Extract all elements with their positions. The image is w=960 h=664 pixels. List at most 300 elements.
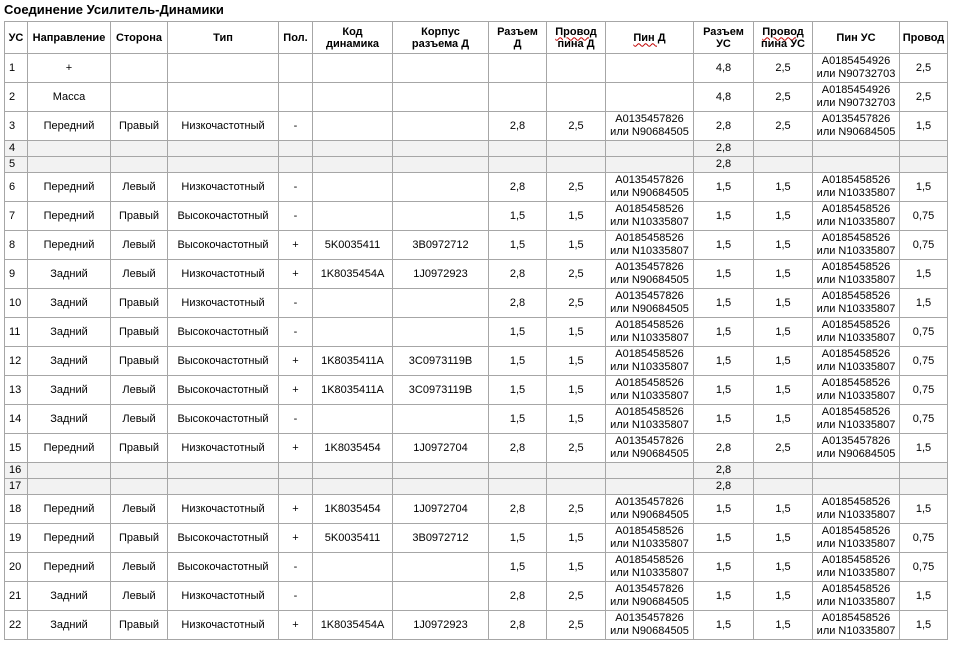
column-header-code: Код динамика [313, 22, 393, 54]
cell-pol: - [279, 582, 313, 611]
cell-dir: + [28, 54, 111, 83]
cell-conn-d [489, 479, 547, 495]
table-row [5, 495, 948, 524]
pin-number: A0135457826 [615, 496, 684, 508]
pin-alt-number: или N10335807 [816, 538, 896, 550]
connection-table [4, 21, 948, 640]
cell-conn-d: 1,5 [489, 318, 547, 347]
cell-dir [28, 141, 111, 157]
pin-alt-number: или N10335807 [816, 303, 896, 315]
cell-conn-us: 4,8 [694, 54, 754, 83]
cell-side [111, 83, 168, 112]
cell-type [168, 463, 279, 479]
cell-wire: 0,75 [900, 553, 948, 582]
cell-conn-us: 1,5 [694, 347, 754, 376]
cell-conn-us: 1,5 [694, 405, 754, 434]
cell-dir: Задний [28, 318, 111, 347]
pin-alt-number: или N90684505 [610, 187, 689, 199]
cell-side: Правый [111, 112, 168, 141]
cell-housing [393, 289, 489, 318]
cell-wire: 1,5 [900, 434, 948, 463]
pin-alt-number: или N10335807 [816, 625, 896, 637]
cell-wire: 0,75 [900, 347, 948, 376]
cell-conn-d [489, 141, 547, 157]
pin-number: A0135457826 [615, 290, 684, 302]
pin-number: A0135457826 [615, 583, 684, 595]
cell-conn-d: 1,5 [489, 405, 547, 434]
cell-wire-us: 2,5 [754, 434, 813, 463]
cell-pin-us [813, 157, 900, 173]
cell-conn-us: 2,8 [694, 141, 754, 157]
cell-us: 1 [5, 54, 28, 83]
pin-number: A0135457826 [615, 612, 684, 624]
cell-wire: 1,5 [900, 173, 948, 202]
table-row [5, 376, 948, 405]
cell-side: Правый [111, 202, 168, 231]
column-header-us: УС [5, 22, 28, 54]
cell-dir: Передний [28, 524, 111, 553]
cell-pol [279, 141, 313, 157]
cell-us: 9 [5, 260, 28, 289]
cell-wire: 0,75 [900, 231, 948, 260]
cell-pin-us [813, 289, 900, 318]
cell-pol: - [279, 553, 313, 582]
cell-housing [393, 112, 489, 141]
cell-pol [279, 157, 313, 173]
cell-wire-us: 1,5 [754, 553, 813, 582]
cell-wire-us: 1,5 [754, 318, 813, 347]
cell-conn-us: 1,5 [694, 260, 754, 289]
cell-conn-us: 1,5 [694, 318, 754, 347]
cell-wire-d: 2,5 [547, 434, 606, 463]
table-row [5, 112, 948, 141]
cell-us: 14 [5, 405, 28, 434]
column-header-type: Тип [168, 22, 279, 54]
cell-wire [900, 157, 948, 173]
cell-pin-d [606, 347, 694, 376]
cell-housing [393, 157, 489, 173]
table-row [5, 347, 948, 376]
cell-conn-d [489, 83, 547, 112]
cell-housing: 1J0972704 [393, 495, 489, 524]
cell-dir [28, 157, 111, 173]
cell-pin-d [606, 141, 694, 157]
cell-housing: 3B0972712 [393, 231, 489, 260]
cell-wire-us [754, 157, 813, 173]
cell-type: Высокочастотный [168, 405, 279, 434]
cell-wire-us: 1,5 [754, 524, 813, 553]
cell-wire-us: 1,5 [754, 582, 813, 611]
cell-wire-us [754, 479, 813, 495]
cell-pin-us [813, 611, 900, 640]
pin-alt-number: или N90684505 [610, 596, 689, 608]
cell-conn-d: 2,8 [489, 611, 547, 640]
pin-number: A0185458526 [821, 612, 891, 624]
cell-wire: 0,75 [900, 405, 948, 434]
cell-us: 12 [5, 347, 28, 376]
cell-housing [393, 582, 489, 611]
cell-conn-us: 4,8 [694, 83, 754, 112]
cell-pin-us [813, 260, 900, 289]
cell-wire-d: 2,5 [547, 611, 606, 640]
table-row [5, 318, 948, 347]
column-header-conn-us: Разъем УС [694, 22, 754, 54]
cell-pin-d [606, 318, 694, 347]
cell-code [313, 582, 393, 611]
cell-type: Низкочастотный [168, 260, 279, 289]
cell-pin-d [606, 553, 694, 582]
cell-code [313, 173, 393, 202]
cell-conn-d [489, 54, 547, 83]
cell-side: Правый [111, 524, 168, 553]
cell-wire-us: 2,5 [754, 83, 813, 112]
cell-pin-us [813, 83, 900, 112]
cell-side [111, 463, 168, 479]
cell-wire: 1,5 [900, 495, 948, 524]
cell-code [313, 112, 393, 141]
cell-code: 5K0035411 [313, 231, 393, 260]
cell-wire-d: 1,5 [547, 524, 606, 553]
column-header-housing: Корпус разъема Д [393, 22, 489, 54]
pin-alt-number: или N10335807 [610, 419, 689, 431]
pin-alt-number: или N10335807 [610, 361, 689, 373]
cell-conn-us: 1,5 [694, 524, 754, 553]
cell-pin-us [813, 553, 900, 582]
cell-wire-us: 1,5 [754, 376, 813, 405]
cell-pin-us [813, 376, 900, 405]
cell-pin-d [606, 524, 694, 553]
cell-wire: 2,5 [900, 54, 948, 83]
cell-code [313, 83, 393, 112]
column-header-wire-us: Провод пина УС [754, 22, 813, 54]
cell-wire-us: 2,5 [754, 54, 813, 83]
cell-wire: 0,75 [900, 524, 948, 553]
cell-us: 8 [5, 231, 28, 260]
cell-side: Левый [111, 231, 168, 260]
cell-us: 3 [5, 112, 28, 141]
pin-alt-number: или N90684505 [816, 448, 896, 460]
pin-alt-number: или N10335807 [816, 332, 896, 344]
pin-number: A0185458526 [821, 319, 891, 331]
cell-pin-d [606, 582, 694, 611]
cell-pol: + [279, 376, 313, 405]
table-row [5, 141, 948, 157]
cell-dir: Масса [28, 83, 111, 112]
cell-side: Левый [111, 405, 168, 434]
cell-wire [900, 463, 948, 479]
cell-wire-us [754, 141, 813, 157]
cell-dir: Задний [28, 289, 111, 318]
table-row [5, 231, 948, 260]
cell-type: Низкочастотный [168, 112, 279, 141]
cell-wire-d: 2,5 [547, 260, 606, 289]
cell-pin-us [813, 463, 900, 479]
cell-type: Высокочастотный [168, 376, 279, 405]
table-row [5, 463, 948, 479]
cell-conn-us: 1,5 [694, 582, 754, 611]
cell-wire: 1,5 [900, 112, 948, 141]
cell-pin-d [606, 83, 694, 112]
pin-number: A0185454926 [821, 55, 891, 67]
cell-housing [393, 202, 489, 231]
cell-pol: + [279, 434, 313, 463]
cell-side: Левый [111, 260, 168, 289]
cell-dir: Передний [28, 112, 111, 141]
cell-conn-us: 1,5 [694, 173, 754, 202]
pin-alt-number: или N90732703 [816, 97, 896, 109]
pin-number: A0135457826 [615, 113, 684, 125]
cell-conn-us: 1,5 [694, 376, 754, 405]
cell-conn-d: 2,8 [489, 260, 547, 289]
pin-alt-number: или N90684505 [610, 509, 689, 521]
cell-pin-d [606, 54, 694, 83]
cell-dir: Задний [28, 347, 111, 376]
cell-code: 1K8035411A [313, 347, 393, 376]
cell-pin-us [813, 434, 900, 463]
cell-wire-us: 1,5 [754, 173, 813, 202]
table-row [5, 202, 948, 231]
cell-pol: - [279, 405, 313, 434]
cell-side [111, 141, 168, 157]
table-row [5, 54, 948, 83]
cell-us: 19 [5, 524, 28, 553]
column-header-pol: Пол. [279, 22, 313, 54]
pin-number: A0185454926 [821, 84, 891, 96]
pin-alt-number: или N10335807 [816, 216, 896, 228]
cell-wire-d: 1,5 [547, 376, 606, 405]
cell-housing [393, 141, 489, 157]
cell-code [313, 553, 393, 582]
cell-code [313, 479, 393, 495]
cell-wire-d [547, 141, 606, 157]
pin-number: A0185458526 [615, 525, 684, 537]
pin-number: A0135457826 [821, 435, 891, 447]
cell-dir: Задний [28, 611, 111, 640]
column-header-wire-d: Провод пина Д [547, 22, 606, 54]
pin-number: A0185458526 [821, 583, 891, 595]
cell-conn-d: 1,5 [489, 347, 547, 376]
cell-wire-d [547, 479, 606, 495]
cell-wire-d: 1,5 [547, 405, 606, 434]
pin-alt-number: или N10335807 [816, 567, 896, 579]
cell-housing: 3C0973119B [393, 376, 489, 405]
pin-number: A0135457826 [821, 113, 891, 125]
pin-number: A0185458526 [615, 348, 684, 360]
cell-us: 6 [5, 173, 28, 202]
cell-conn-us: 2,8 [694, 463, 754, 479]
cell-conn-us: 1,5 [694, 611, 754, 640]
cell-dir [28, 463, 111, 479]
cell-wire-d: 1,5 [547, 553, 606, 582]
pin-alt-number: или N10335807 [816, 187, 896, 199]
cell-wire [900, 141, 948, 157]
cell-us: 16 [5, 463, 28, 479]
pin-number: A0185458526 [615, 406, 684, 418]
cell-dir: Передний [28, 231, 111, 260]
cell-type: Низкочастотный [168, 495, 279, 524]
cell-type: Высокочастотный [168, 318, 279, 347]
cell-pin-d [606, 260, 694, 289]
pin-alt-number: или N10335807 [816, 390, 896, 402]
pin-number: A0185458526 [821, 232, 891, 244]
pin-alt-number: или N10335807 [816, 509, 896, 521]
cell-wire: 0,75 [900, 202, 948, 231]
table-row [5, 553, 948, 582]
pin-alt-number: или N10335807 [816, 245, 896, 257]
cell-housing [393, 463, 489, 479]
pin-alt-number: или N10335807 [816, 596, 896, 608]
header-row [5, 22, 948, 54]
cell-pin-d [606, 376, 694, 405]
table-row [5, 260, 948, 289]
cell-pol: - [279, 173, 313, 202]
pin-alt-number: или N10335807 [610, 332, 689, 344]
cell-wire-us [754, 463, 813, 479]
cell-dir: Задний [28, 260, 111, 289]
cell-conn-d: 2,8 [489, 173, 547, 202]
cell-wire-d: 2,5 [547, 495, 606, 524]
cell-pin-us [813, 495, 900, 524]
pin-alt-number: или N90684505 [610, 625, 689, 637]
cell-wire [900, 479, 948, 495]
cell-conn-d [489, 157, 547, 173]
cell-side: Правый [111, 434, 168, 463]
pin-number: A0185458526 [821, 290, 891, 302]
cell-conn-d: 1,5 [489, 524, 547, 553]
cell-type: Высокочастотный [168, 347, 279, 376]
pin-number: A0185458526 [615, 319, 684, 331]
cell-us: 7 [5, 202, 28, 231]
cell-side: Правый [111, 318, 168, 347]
cell-wire-d: 2,5 [547, 112, 606, 141]
cell-side: Левый [111, 553, 168, 582]
cell-pin-d [606, 434, 694, 463]
cell-pol: - [279, 289, 313, 318]
cell-housing: 3C0973119B [393, 347, 489, 376]
table-row [5, 157, 948, 173]
cell-conn-d: 2,8 [489, 434, 547, 463]
cell-pin-us [813, 231, 900, 260]
cell-us: 22 [5, 611, 28, 640]
cell-conn-us: 1,5 [694, 289, 754, 318]
cell-wire-d: 1,5 [547, 347, 606, 376]
cell-side: Правый [111, 611, 168, 640]
pin-number: A0185458526 [615, 554, 684, 566]
cell-wire-d [547, 54, 606, 83]
cell-code: 1K8035454 [313, 434, 393, 463]
table-row [5, 524, 948, 553]
cell-type [168, 157, 279, 173]
table-row [5, 83, 948, 112]
cell-wire-us: 1,5 [754, 611, 813, 640]
cell-conn-d: 2,8 [489, 112, 547, 141]
cell-wire: 1,5 [900, 289, 948, 318]
cell-housing [393, 479, 489, 495]
cell-side [111, 54, 168, 83]
cell-pol: - [279, 202, 313, 231]
cell-pol: - [279, 318, 313, 347]
pin-number: A0135457826 [615, 174, 684, 186]
pin-number: A0185458526 [821, 203, 891, 215]
cell-housing [393, 83, 489, 112]
cell-wire-d: 2,5 [547, 289, 606, 318]
cell-code [313, 54, 393, 83]
cell-dir: Передний [28, 202, 111, 231]
pin-number: A0185458526 [615, 232, 684, 244]
pin-alt-number: или N10335807 [816, 361, 896, 373]
cell-code: 1K8035454 [313, 495, 393, 524]
cell-pol [279, 83, 313, 112]
pin-number: A0185458526 [821, 525, 891, 537]
cell-housing: 1J0972704 [393, 434, 489, 463]
cell-side: Правый [111, 347, 168, 376]
pin-alt-number: или N90684505 [816, 126, 896, 138]
cell-conn-us: 1,5 [694, 553, 754, 582]
table-row [5, 479, 948, 495]
cell-pin-us [813, 524, 900, 553]
cell-type: Низкочастотный [168, 611, 279, 640]
cell-type: Высокочастотный [168, 524, 279, 553]
column-header-dir: Направление [28, 22, 111, 54]
pin-alt-number: или N90684505 [610, 126, 689, 138]
table-row [5, 434, 948, 463]
cell-wire-d: 1,5 [547, 318, 606, 347]
cell-wire-us: 2,5 [754, 112, 813, 141]
cell-code: 1K8035411A [313, 376, 393, 405]
cell-conn-d: 2,8 [489, 582, 547, 611]
cell-housing [393, 54, 489, 83]
cell-side: Левый [111, 495, 168, 524]
pin-alt-number: или N10335807 [610, 538, 689, 550]
cell-us: 2 [5, 83, 28, 112]
cell-dir: Передний [28, 173, 111, 202]
cell-pol: + [279, 524, 313, 553]
cell-pol: + [279, 260, 313, 289]
cell-dir: Передний [28, 434, 111, 463]
cell-housing: 3B0972712 [393, 524, 489, 553]
cell-wire-us: 1,5 [754, 347, 813, 376]
pin-alt-number: или N10335807 [610, 567, 689, 579]
cell-pin-us [813, 54, 900, 83]
cell-pin-us [813, 141, 900, 157]
cell-pol: + [279, 611, 313, 640]
cell-pin-d [606, 405, 694, 434]
cell-side: Правый [111, 289, 168, 318]
table-body [5, 54, 948, 640]
cell-pin-d [606, 112, 694, 141]
column-header-pin-us: Пин УС [813, 22, 900, 54]
cell-conn-d: 1,5 [489, 202, 547, 231]
cell-conn-us: 2,8 [694, 157, 754, 173]
cell-pin-us [813, 582, 900, 611]
cell-pin-d [606, 611, 694, 640]
cell-pin-d [606, 231, 694, 260]
cell-code: 1K8035454A [313, 611, 393, 640]
cell-dir: Передний [28, 553, 111, 582]
cell-dir: Задний [28, 405, 111, 434]
cell-pin-us [813, 405, 900, 434]
cell-us: 20 [5, 553, 28, 582]
pin-number: A0185458526 [821, 377, 891, 389]
cell-wire-us: 1,5 [754, 231, 813, 260]
cell-code [313, 318, 393, 347]
table-row [5, 173, 948, 202]
cell-code: 5K0035411 [313, 524, 393, 553]
cell-wire-d: 1,5 [547, 231, 606, 260]
cell-us: 13 [5, 376, 28, 405]
cell-conn-us: 2,8 [694, 112, 754, 141]
cell-wire: 0,75 [900, 318, 948, 347]
